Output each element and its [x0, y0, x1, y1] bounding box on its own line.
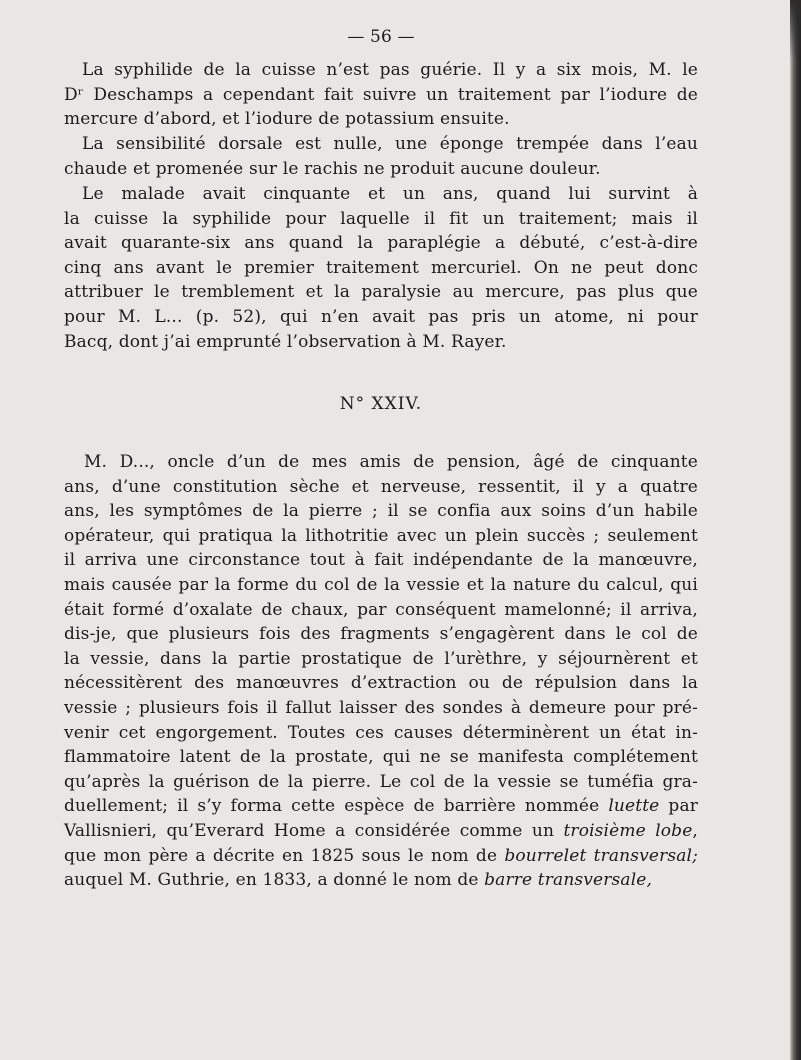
text-line: avait quarante-six ans quand la paraplégie a débuté, c’est-à-dire — [64, 233, 698, 254]
text-line: Bacq, dont j’ai emprunté l’observation à M. Rayer. — [64, 331, 507, 352]
observation-title: N° XXIV. — [339, 394, 423, 414]
text-line: il arriva une circonstance tout à fait indépendante de la manœuvre, — [64, 550, 698, 571]
text-line: était formé d’oxalate de chaux, par conséquent mamelonné; il arriva, — [64, 599, 698, 620]
text-line: la vessie, dans la partie prostatique de l’urèthre, y séjournèrent et — [64, 648, 698, 669]
text-segment: que mon père a décrite en 1825 sous le nom de — [64, 845, 498, 866]
text-line: Dʳ Deschamps a cependant fait suivre un traitement par l’iodure de — [64, 84, 698, 105]
text-line: dis-je, que plusieurs fois des fragments s’engagèrent dans le col de — [64, 624, 698, 645]
text-line: ans, d’une constitution sèche et nerveuse, ressentit, il y a quatre — [64, 476, 698, 497]
text-line — [64, 868, 698, 893]
page-edge-shadow — [790, 0, 801, 1060]
text-line: M. D..., oncle d’un de mes amis de pension, âgé de cinquante — [84, 452, 698, 472]
text-line: nécessitèrent des manœuvres d’extraction ou de répulsion dans la — [64, 673, 698, 694]
text-line: La sensibilité dorsale est nulle, une éponge trempée dans l’eau — [82, 134, 698, 154]
text-segment: par — [668, 796, 699, 817]
text-line: Le malade avait cinquante et un ans, quand lui survint à — [82, 184, 698, 204]
text-line: venir cet engorgement. Toutes ces causes déterminèrent un état in- — [64, 722, 698, 743]
text-line: chaude et promenée sur le rachis ne produit aucune douleur. — [64, 158, 601, 179]
text-line: flammatoire latent de la prostate, qui ne se manifesta complétement — [64, 747, 698, 768]
page-edge-top-shadow — [790, 0, 801, 60]
text-segment: auquel M. Guthrie, en 1833, a donné le nom de — [64, 870, 479, 891]
text-line: la cuisse la syphilide pour laquelle il fit un traitement; mais il — [64, 208, 698, 229]
text-line — [64, 819, 698, 844]
text-line: La syphilide de la cuisse n’est pas guérie. Il y a six mois, M. le — [82, 60, 698, 80]
paragraph-3 — [64, 182, 698, 354]
text-segment: , — [692, 820, 698, 841]
text-line: mercure d’abord, et l’iodure de potassium ensuite. — [64, 109, 510, 130]
text-line — [64, 844, 698, 869]
text-line: cinq ans avant le premier traitement mercuriel. On ne peut donc — [64, 257, 698, 278]
italic-term: bourrelet transversal; — [504, 845, 699, 866]
text-line — [64, 794, 698, 819]
text-segment: Vallisnieri, qu’Everard Home a considérée comme un — [64, 820, 555, 841]
text-line: qu’après la guérison de la pierre. Le col de la vessie se tuméfia gra- — [64, 771, 698, 792]
italic-term: barre transversale, — [484, 870, 653, 891]
page-number: — 56 — — [347, 27, 415, 47]
text-line: opérateur, qui pratiqua la lithotritie avec un plein succès ; seulement — [64, 525, 698, 546]
italic-term: luette — [608, 796, 660, 817]
text-line: pour M. L... (p. 52), qui n’en avait pas pris un atome, ni pour — [64, 306, 698, 327]
text-segment: duellement; il s’y forma cette espèce de barrière nommée — [64, 796, 600, 817]
text-line: vessie ; plusieurs fois il fallut laisser des sondes à demeure pour pré- — [64, 697, 698, 718]
text-line: mais causée par la forme du col de la vessie et la nature du calcul, qui — [64, 574, 698, 595]
text-line: attribuer le tremblement et la paralysie au mercure, pas plus que — [64, 282, 698, 303]
observation-paragraph — [64, 450, 698, 893]
text-line: ans, les symptômes de la pierre ; il se confia aux soins d’un habile — [64, 501, 698, 522]
paragraph-1 — [64, 58, 698, 132]
paragraph-2 — [64, 132, 698, 181]
italic-term: troisième lobe — [563, 820, 693, 841]
